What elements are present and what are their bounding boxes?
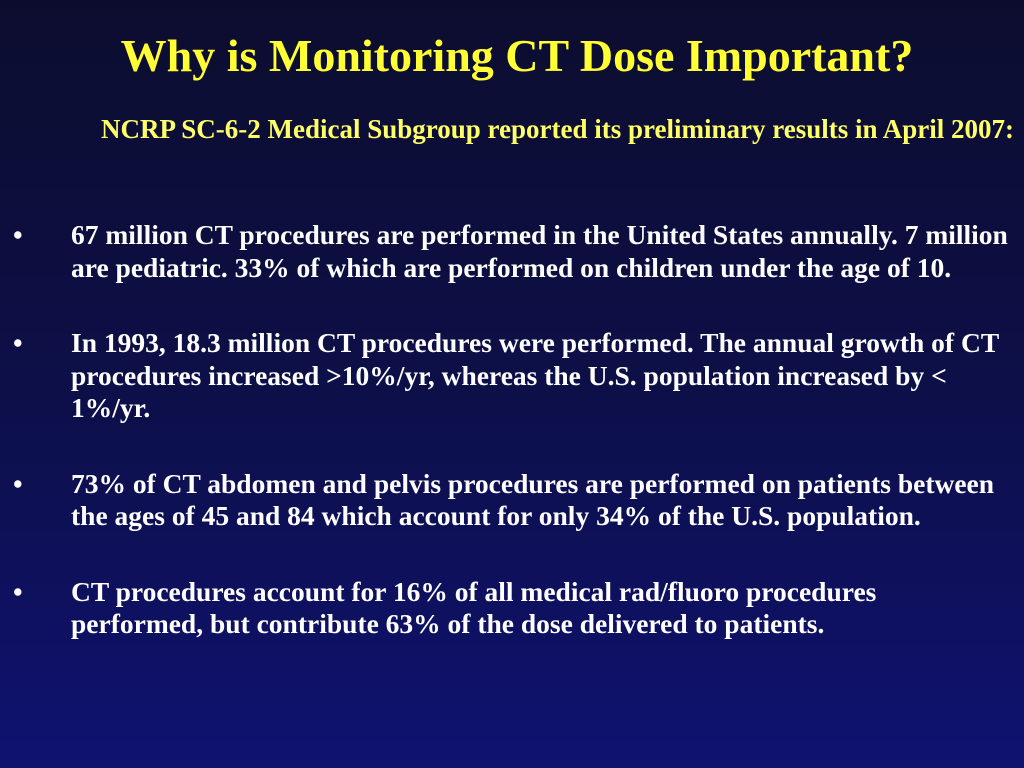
- slide-subtitle: NCRP SC-6-2 Medical Subgroup reported its preliminary results in April 2007:: [100, 114, 1015, 144]
- bullet-item-4: [0, 576, 1024, 641]
- bullet-text: CT procedures account for 16% of all medical rad/fluoro procedures performed, but contribute 63% of the dose delivered to patients.: [71, 575, 877, 639]
- bullet-item-2: [0, 327, 1024, 425]
- bullet-icon: •: [13, 219, 23, 250]
- bullet-icon: •: [13, 575, 23, 607]
- bullet-text: 67 million CT procedures are performed in the United States annually. 7 million are pediatric. 33% of which are performed on children under the age of 10.: [71, 219, 1008, 283]
- bullet-text: 73% of CT abdomen and pelvis procedures are performed on patients between the ages of 45 and 84 which account for only 34% of the U.S. population.: [71, 467, 995, 531]
- bullet-icon: •: [13, 327, 23, 358]
- bullet-text: In 1993, 18.3 million CT procedures were performed. The annual growth of CT procedures increased >10%/yr, whereas the U.S. population increased by < 1%/yr.: [71, 327, 999, 423]
- slide-title: Why is Monitoring CT Dose Important?: [120, 30, 914, 81]
- bullet-list: [0, 219, 1024, 684]
- bullet-icon: •: [13, 467, 23, 499]
- bullet-item-3: [0, 468, 1024, 533]
- bullet-item-1: [0, 219, 1024, 284]
